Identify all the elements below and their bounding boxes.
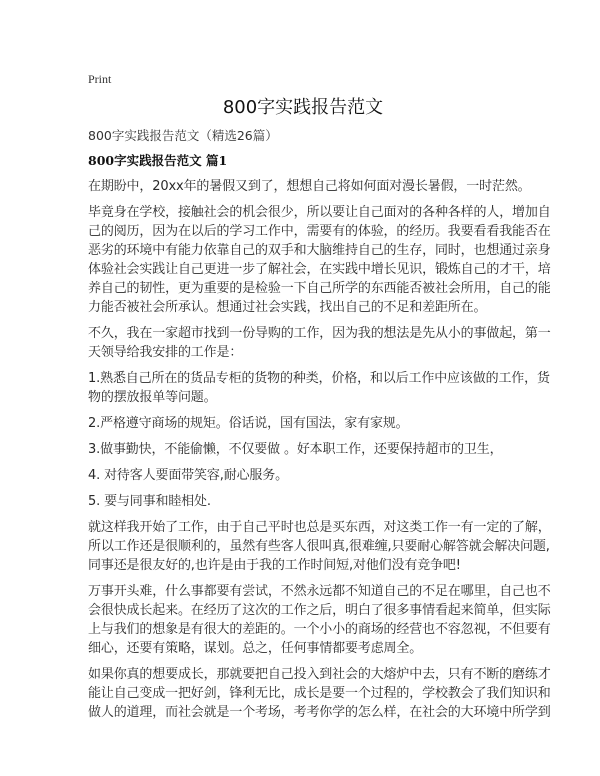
section-heading: 800字实践报告范文 篇1 [88, 153, 228, 168]
paragraph-line: 天领导给我安排的工作是： [88, 345, 243, 360]
paragraph [88, 177, 531, 196]
paragraph-line: 力能否被社会所承认。想通过社会实践，找出自己的不足和差距所在。 [88, 300, 487, 315]
paragraph [88, 582, 551, 658]
paragraph-line: 恶劣的环境中有能力依靠自己的双手和大脑维持自己的生存，同时，也想通过亲身 [88, 243, 551, 258]
paragraph [88, 665, 551, 722]
paragraph-line: 养自己的韧性，更为重要的是检验一下自己所学的东西能否被社会所用，自己的能 [88, 281, 551, 296]
paragraph-line: 如果你真的想要成长，那就要把自己投入到社会的大熔炉中去，只有不断的磨练才 [88, 667, 551, 682]
paragraph [88, 440, 518, 459]
paragraph-line: 同事还是很友好的,也许是由于我的工作时间短,对他们没有竞争吧! [88, 558, 461, 573]
paragraph [88, 369, 550, 407]
document-body [88, 177, 551, 722]
paragraph [88, 466, 518, 485]
paragraph [88, 518, 551, 575]
paragraph-line: 5. 要与同事和睦相处. [88, 494, 211, 509]
document-page [88, 70, 551, 729]
paragraph-line: 己的阅历，因为在以后的学习工作中，需要有的体验，的经历。我要看看我能否在 [88, 224, 551, 239]
paragraph-line: 万事开头难，什么事都要有尝试，不然永远都不知道自己的不足在哪里，自己也不 [88, 584, 551, 599]
document-title: 800字实践报告范文 [222, 97, 384, 118]
paragraph-line: 4. 对待客人要面带笑容,耐心服务。 [88, 468, 288, 483]
paragraph-line: 毕竟身在学校，接触社会的机会很少，所以要让自己面对的各种各样的人，增加自 [88, 205, 551, 220]
document-subtitle: 800字实践报告范文（精选26篇） [88, 128, 278, 143]
paragraph-line: 做人的道理，而社会就是一个考场，考考你学的怎么样，在社会的大环境中所学到 [88, 705, 551, 720]
paragraph [88, 414, 518, 433]
paragraph-line: 2.严格遵守商场的规矩。俗话说，国有国法，家有家规。 [88, 416, 409, 431]
paragraph [88, 324, 551, 362]
paragraph-line: 就这样我开始了工作，由于自己平时也总是买东西，对这类工作一有一定的了解， [88, 520, 551, 535]
paragraph-line: 细心，还要有策略，谋划。总之，任何事情都要考虑周全。 [88, 641, 423, 656]
paragraph [88, 492, 518, 511]
paragraph-line: 所以工作还是很顺利的，虽然有些客人很叫真,很难缠,只要耐心解答就会解决问题, [88, 539, 550, 554]
paragraph-line: 物的摆放报单等问题。 [88, 390, 217, 405]
paragraph-line: 会很快成长起来。在经历了这次的工作之后，明白了很多事情看起来简单，但实际 [88, 603, 551, 618]
paragraph-line: 上与我们的想象是有很大的差距的。一个小小的商场的经营也不容忽视，不但要有 [88, 622, 551, 637]
paragraph-line: 1.熟悉自己所在的货品专柜的货物的种类，价格，和以后工作中应该做的工作，货 [88, 371, 550, 386]
print-label: Print [88, 72, 112, 86]
paragraph-line: 在期盼中，20xx年的暑假又到了，想想自己将如何面对漫长暑假，一时茫然。 [88, 179, 531, 194]
paragraph-line: 3.做事勤快，不能偷懒，不仅要做 。好本职工作，还要保持超市的卫生， [88, 442, 503, 457]
paragraph [88, 203, 551, 317]
paragraph-line: 体验社会实践让自己更进一步了解社会，在实践中增长见识，锻炼自己的才干，培 [88, 262, 551, 277]
paragraph-line: 不久，我在一家超市找到一份导购的工作，因为我的想法是先从小的事做起，第一 [88, 326, 551, 341]
paragraph-line: 能让自己变成一把好剑，锋利无比，成长是要一个过程的，学校教会了我们知识和 [88, 686, 551, 701]
